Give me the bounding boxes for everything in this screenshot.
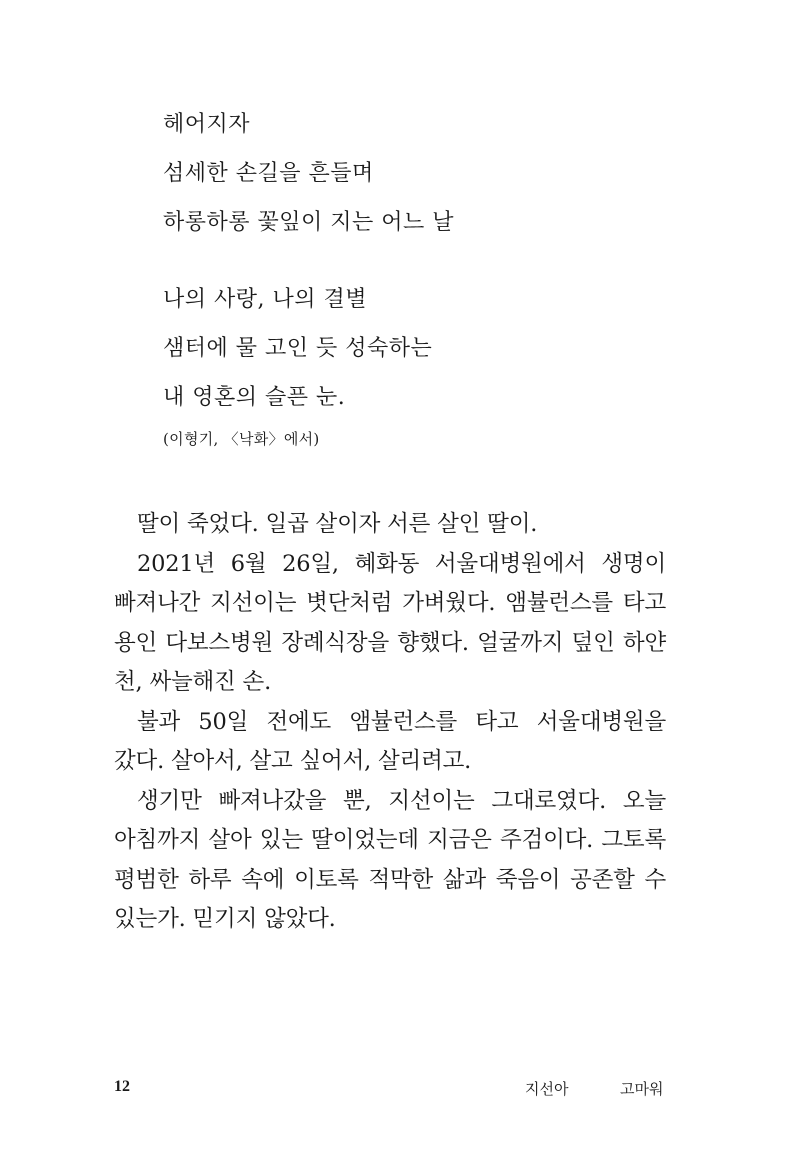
poem-line: 샘터에 물 고인 듯 성숙하는: [163, 336, 433, 361]
poem-line: 내 영혼의 슬픈 눈.: [163, 385, 346, 410]
poem-line: 나의 사랑, 나의 결별: [163, 287, 367, 312]
poem-line: 섬세한 손길을 흔들며: [163, 161, 374, 186]
poem-line: 하롱하롱 꽃잎이 지는 어느 날: [163, 210, 454, 235]
paragraph: 생기만 빠져나갔을 뿐, 지선이는 그대로였다. 오늘 아침까지 살아 있는 딸이었는데 지금은 주검이다. 그토록 평범한 하루 속에 이토록 적막한 삶과 죽음이 공존할 수 있는가. 믿기지 않았다.: [114, 787, 666, 932]
paragraph: 2021년 6월 26일, 혜화동 서울대병원에서 생명이 빠져나간 지선이는 볏단처럼 가벼웠다. 앰뷸런스를 타고 용인 다보스병원 장례식장을 향했다. 얼굴까지 덮인 하얀 천, 싸늘해진 손.: [114, 550, 666, 695]
page-number: 12: [114, 1078, 130, 1095]
running-title: 지선아: [525, 1080, 569, 1098]
poem-line: 헤어지자: [163, 112, 251, 137]
page-footer: [0, 1078, 800, 1104]
poem-source: (이형기, 〈낙화〉에서): [163, 430, 320, 448]
paragraph: 불과 50일 전에도 앰뷸런스를 타고 서울대병원을 갔다. 살아서, 살고 싶어서, 살리려고.: [114, 708, 666, 774]
paragraph: 딸이 죽었다. 일곱 살이자 서른 살인 딸이.: [137, 511, 538, 537]
body-text: [114, 505, 666, 940]
running-title: 고마워: [620, 1080, 664, 1098]
